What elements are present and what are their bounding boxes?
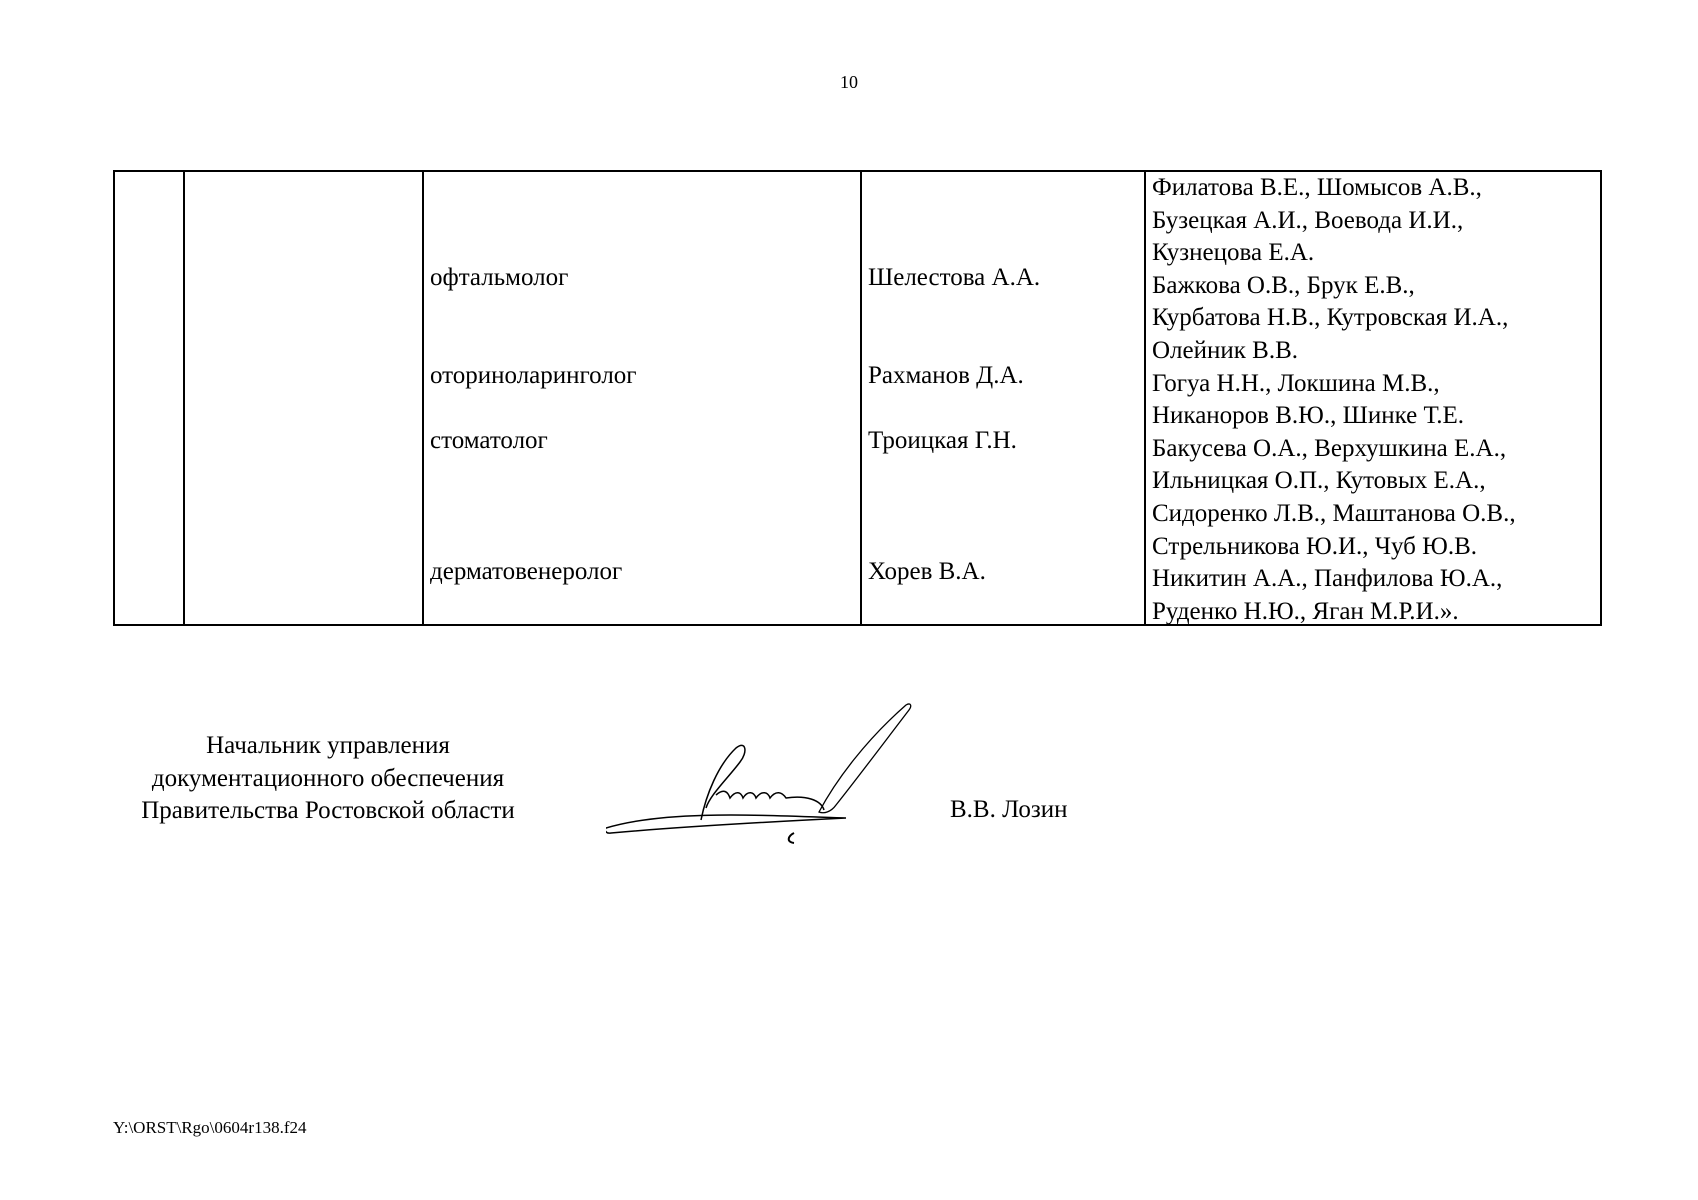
members-line: Кузнецова Е.А. <box>1152 239 1315 267</box>
members-line: Никаноров В.Ю., Шинке Т.Е. <box>1152 402 1464 430</box>
head-cell: Хорев В.А. <box>868 558 986 585</box>
signatory-title <box>113 730 543 828</box>
table-column-number <box>115 172 183 624</box>
specialists-table <box>113 170 1602 626</box>
signer-name: В.В. Лозин <box>950 796 1068 823</box>
table-column-head <box>860 172 1144 624</box>
members-line: Курбатова Н.В., Кутровская И.А., <box>1152 304 1509 332</box>
specialty-cell: стоматолог <box>430 427 548 454</box>
members-line: Бузецкая А.И., Воевода И.И., <box>1152 206 1464 234</box>
members-line: Гогуа Н.Н., Локшина М.В., <box>1152 369 1440 397</box>
specialty-cell: офтальмолог <box>430 264 569 291</box>
members-line: Никитин А.А., Панфилова Ю.А., <box>1152 565 1503 593</box>
members-line: Бакусева О.А., Верхушкина Е.А., <box>1152 434 1507 462</box>
head-cell: Рахманов Д.А. <box>868 362 1024 389</box>
table-column-specialty <box>422 172 860 624</box>
members-line: Олейник В.В. <box>1152 337 1299 364</box>
signatory-title-line: Начальник управления <box>206 732 450 759</box>
members-line: Бажкова О.В., Брук Е.В., <box>1152 271 1415 299</box>
head-cell: Шелестова А.А. <box>868 264 1041 291</box>
members-line: Стрельникова Ю.И., Чуб Ю.В. <box>1152 532 1478 560</box>
handwritten-signature <box>606 700 936 845</box>
signatory-title-line: документационного обеспечения <box>151 764 505 792</box>
members-line: Руденко Н.Ю., Яган М.Р.И.». <box>1152 597 1459 625</box>
members-line: Филатова В.Е., Шомысов А.В., <box>1152 174 1482 201</box>
table-column-organization <box>183 172 422 624</box>
table-column-members <box>1144 172 1600 624</box>
members-line: Ильницкая О.П., Кутовых Е.А., <box>1152 467 1486 495</box>
signatory-title-line: Правительства Ростовской области <box>141 797 515 825</box>
specialty-cell: оториноларинголог <box>430 362 637 389</box>
page-number: 10 <box>840 72 858 92</box>
specialty-cell: дерматовенеролог <box>430 558 623 585</box>
members-line: Сидоренко Л.В., Маштанова О.В., <box>1152 500 1516 527</box>
head-cell: Троицкая Г.Н. <box>868 427 1017 454</box>
file-path: Y:\ORST\Rgo\0604r138.f24 <box>113 1118 307 1137</box>
